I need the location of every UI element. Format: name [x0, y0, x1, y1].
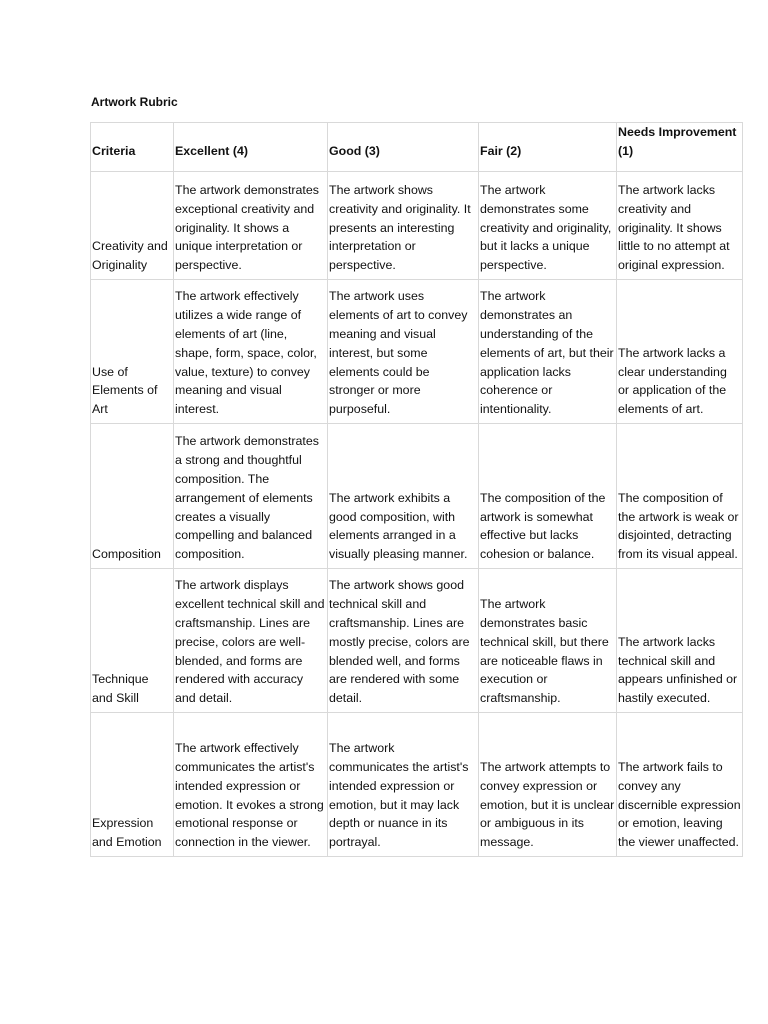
good-cell: The artwork communicates the artist's intended expression or emotion, but it may lack depth or nuance in its portrayal.: [328, 713, 479, 857]
good-cell: The artwork uses elements of art to convey meaning and visual interest, but some elements could be stronger or more purposeful.: [328, 280, 479, 424]
criteria-cell: Technique and Skill: [91, 569, 174, 713]
table-row: [91, 713, 743, 857]
header-criteria: Criteria: [91, 123, 174, 172]
fair-cell: The artwork attempts to convey expression or emotion, but it is unclear or ambiguous in its message.: [479, 713, 617, 857]
needs-improvement-cell: The artwork fails to convey any discernible expression or emotion, leaving the viewer unaffected.: [617, 713, 743, 857]
table-header-row: [91, 123, 743, 172]
excellent-cell: The artwork effectively utilizes a wide range of elements of art (line, shape, form, space, color, value, texture) to convey meaning and visual interest.: [174, 280, 328, 424]
needs-improvement-cell: The artwork lacks a clear understanding or application of the elements of art.: [617, 280, 743, 424]
table-row: [91, 569, 743, 713]
good-cell: The artwork shows good technical skill and craftsmanship. Lines are mostly precise, colors are blended well, and forms are rendered with some detail.: [328, 569, 479, 713]
needs-improvement-cell: The artwork lacks technical skill and appears unfinished or hastily executed.: [617, 569, 743, 713]
document-title: Artwork Rubric: [91, 95, 178, 109]
header-needs-improvement: Needs Improvement (1): [617, 123, 743, 172]
table-row: [91, 172, 743, 280]
good-cell: The artwork shows creativity and originality. It presents an interesting interpretation or perspective.: [328, 172, 479, 280]
fair-cell: The artwork demonstrates an understanding of the elements of art, but their application lacks coherence or intentionality.: [479, 280, 617, 424]
header-fair: Fair (2): [479, 123, 617, 172]
excellent-cell: The artwork effectively communicates the artist's intended expression or emotion. It evokes a strong emotional response or connection in the viewer.: [174, 713, 328, 857]
fair-cell: The composition of the artwork is somewhat effective but lacks cohesion or balance.: [479, 424, 617, 569]
fair-cell: The artwork demonstrates some creativity and originality, but it lacks a unique perspective.: [479, 172, 617, 280]
header-excellent: Excellent (4): [174, 123, 328, 172]
rubric-table: [90, 122, 743, 857]
criteria-cell: Creativity and Originality: [91, 172, 174, 280]
excellent-cell: The artwork demonstrates a strong and thoughtful composition. The arrangement of elements creates a visually compelling and balanced composition.: [174, 424, 328, 569]
table-row: [91, 280, 743, 424]
needs-improvement-cell: The artwork lacks creativity and originality. It shows little to no attempt at original expression.: [617, 172, 743, 280]
header-good: Good (3): [328, 123, 479, 172]
criteria-cell: Composition: [91, 424, 174, 569]
table-row: [91, 424, 743, 569]
criteria-cell: Expression and Emotion: [91, 713, 174, 857]
excellent-cell: The artwork demonstrates exceptional creativity and originality. It shows a unique interpretation or perspective.: [174, 172, 328, 280]
criteria-cell: Use of Elements of Art: [91, 280, 174, 424]
needs-improvement-cell: The composition of the artwork is weak or disjointed, detracting from its visual appeal.: [617, 424, 743, 569]
fair-cell: The artwork demonstrates basic technical skill, but there are noticeable flaws in execution or craftsmanship.: [479, 569, 617, 713]
excellent-cell: The artwork displays excellent technical skill and craftsmanship. Lines are precise, colors are well-blended, and forms are rendered with accuracy and detail.: [174, 569, 328, 713]
good-cell: The artwork exhibits a good composition, with elements arranged in a visually pleasing manner.: [328, 424, 479, 569]
